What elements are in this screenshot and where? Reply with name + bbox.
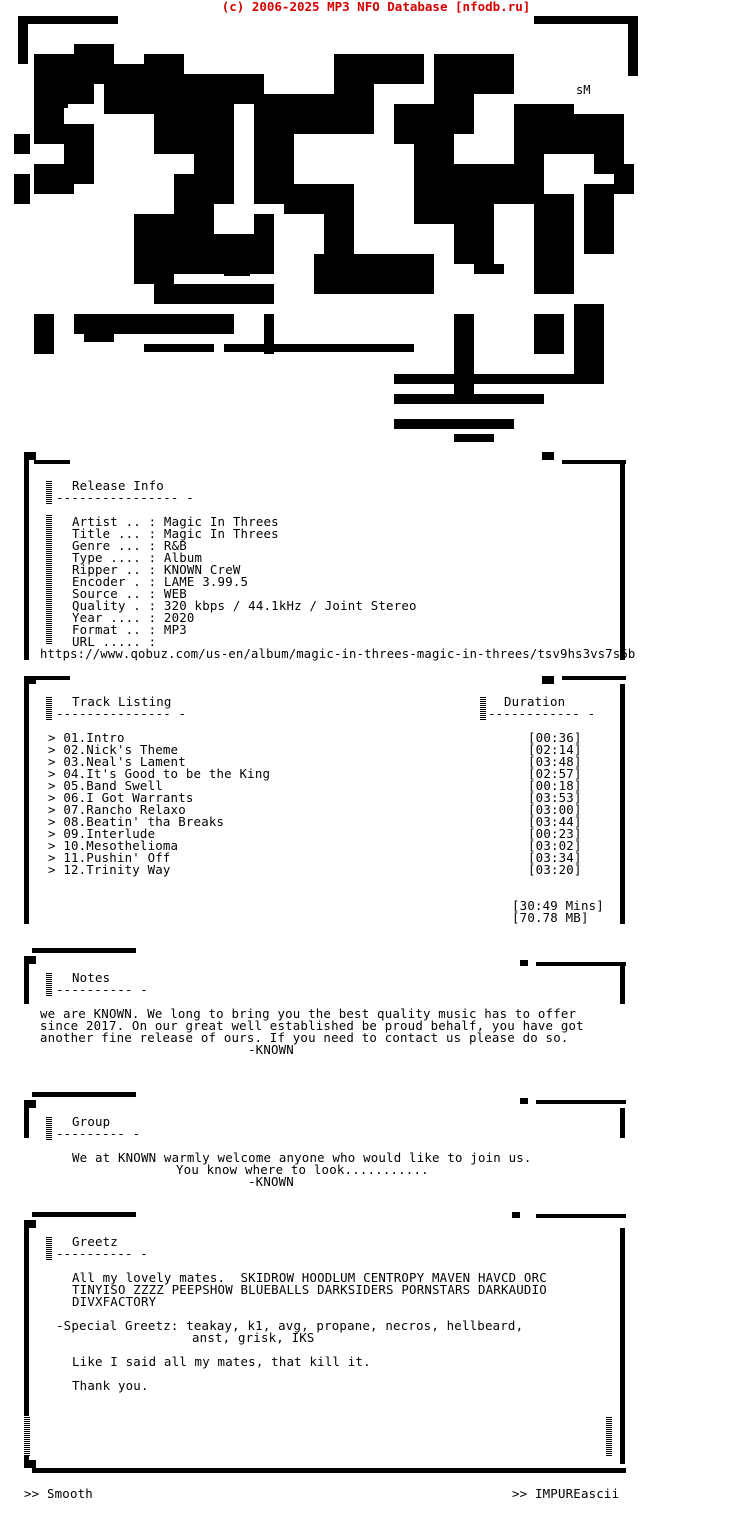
info-row-title: Title ... : Magic In Threes [72, 526, 279, 541]
track-duration: [00:23] [528, 826, 582, 841]
track-duration: [03:20] [528, 862, 582, 877]
track-duration: [03:02] [528, 838, 582, 853]
info-row-genre: Genre ... : R&B [72, 538, 187, 553]
duration-title: Duration [504, 694, 566, 709]
info-row-url-label: URL ..... : [72, 634, 157, 649]
release-info-title: Release Info [72, 478, 164, 493]
info-row-artist: Artist .. : Magic In Threes [72, 514, 279, 529]
track-listing-underline: --------------- - [56, 706, 187, 721]
release-url-link[interactable]: https://www.qobuz.com/us-en/album/magic-in-threes-magic-in-threes/tsv9hs3vs7s6b [40, 647, 636, 661]
track-name: > 01.Intro [48, 730, 125, 745]
notes-title: Notes [72, 970, 111, 985]
footer-credit-left: >> Smooth [24, 1486, 93, 1501]
track-duration: [03:00] [528, 802, 582, 817]
greetz-line: All my lovely mates. SKIDROW HOODLUM CENTROPY MAVEN HAVCD ORC [72, 1270, 547, 1285]
track-name: > 06.I Got Warrants [48, 790, 194, 805]
track-duration: [00:36] [528, 730, 582, 745]
info-row-encoder: Encoder . : LAME 3.99.5 [72, 574, 249, 589]
group-line: We at KNOWN warmly welcome anyone who would like to join us. [72, 1150, 532, 1165]
track-duration: [03:48] [528, 754, 582, 769]
info-row-year: Year .... : 2020 [72, 610, 195, 625]
notes-line: we are KNOWN. We long to bring you the best quality music has to offer [40, 1006, 577, 1021]
known-logo [14, 14, 644, 444]
greetz-thanks: Thank you. [72, 1378, 149, 1393]
group-title: Group [72, 1114, 111, 1129]
greetz-underline: ---------- - [56, 1246, 148, 1261]
info-row-source: Source .. : WEB [72, 586, 187, 601]
group-signature: -KNOWN [248, 1174, 294, 1189]
notes-underline: ---------- - [56, 982, 148, 997]
total-time: [30:49 Mins] [512, 898, 604, 913]
group-line: You know where to look........... [176, 1162, 429, 1177]
site-header: (c) 2006-2025 MP3 NFO Database [nfodb.ru] [221, 0, 531, 14]
greetz-line: DIVXFACTORY [72, 1294, 157, 1309]
greetz-title: Greetz [72, 1234, 118, 1249]
release-info-underline: ---------------- - [56, 490, 194, 505]
footer-credit-right: >> IMPUREascii [512, 1486, 620, 1501]
special-greetz: -Special Greetz: teakay, k1, avg, propane, necros, hellbeard, [56, 1318, 524, 1333]
track-duration: [02:57] [528, 766, 582, 781]
info-row-type: Type .... : Album [72, 550, 203, 565]
track-name: > 12.Trinity Way [48, 862, 171, 877]
special-greetz-cont: anst, grisk, IKS [192, 1330, 315, 1345]
notes-line: since 2017. On our great well established be proud behalf, you have got [40, 1018, 584, 1033]
logo-tag: sM [576, 83, 591, 97]
track-listing-title: Track Listing [72, 694, 172, 709]
track-name: > 04.It's Good to be the King [48, 766, 271, 781]
track-duration: [00:18] [528, 778, 582, 793]
greetz-closing: Like I said all my mates, that kill it. [72, 1354, 371, 1369]
track-duration: [03:53] [528, 790, 582, 805]
info-row-quality: Quality . : 320 kbps / 44.1kHz / Joint Stereo [72, 598, 417, 613]
track-duration: [03:44] [528, 814, 582, 829]
track-name: > 11.Pushin' Off [48, 850, 171, 865]
info-row-format: Format .. : MP3 [72, 622, 187, 637]
track-name: > 10.Mesothelioma [48, 838, 179, 853]
track-name: > 07.Rancho Relaxo [48, 802, 186, 817]
info-row-ripper: Ripper .. : KNOWN CreW [72, 562, 241, 577]
track-duration: [02:14] [528, 742, 582, 757]
total-size: [70.78 MB] [512, 910, 589, 925]
notes-signature: -KNOWN [248, 1042, 294, 1057]
track-name: > 08.Beatin' tha Breaks [48, 814, 225, 829]
group-underline: --------- - [56, 1126, 141, 1141]
track-name: > 09.Interlude [48, 826, 156, 841]
duration-underline: ------------ - [488, 706, 596, 721]
track-duration: [03:34] [528, 850, 582, 865]
track-name: > 05.Band Swell [48, 778, 163, 793]
notes-line: another fine release of ours. If you need to contact us please do so. [40, 1030, 569, 1045]
track-name: > 03.Neal's Lament [48, 754, 186, 769]
greetz-line: TINYISO ZZZZ PEEPSHOW BLUEBALLS DARKSIDERS PORNSTARS DARKAUDIO [72, 1282, 547, 1297]
track-name: > 02.Nick's Theme [48, 742, 179, 757]
